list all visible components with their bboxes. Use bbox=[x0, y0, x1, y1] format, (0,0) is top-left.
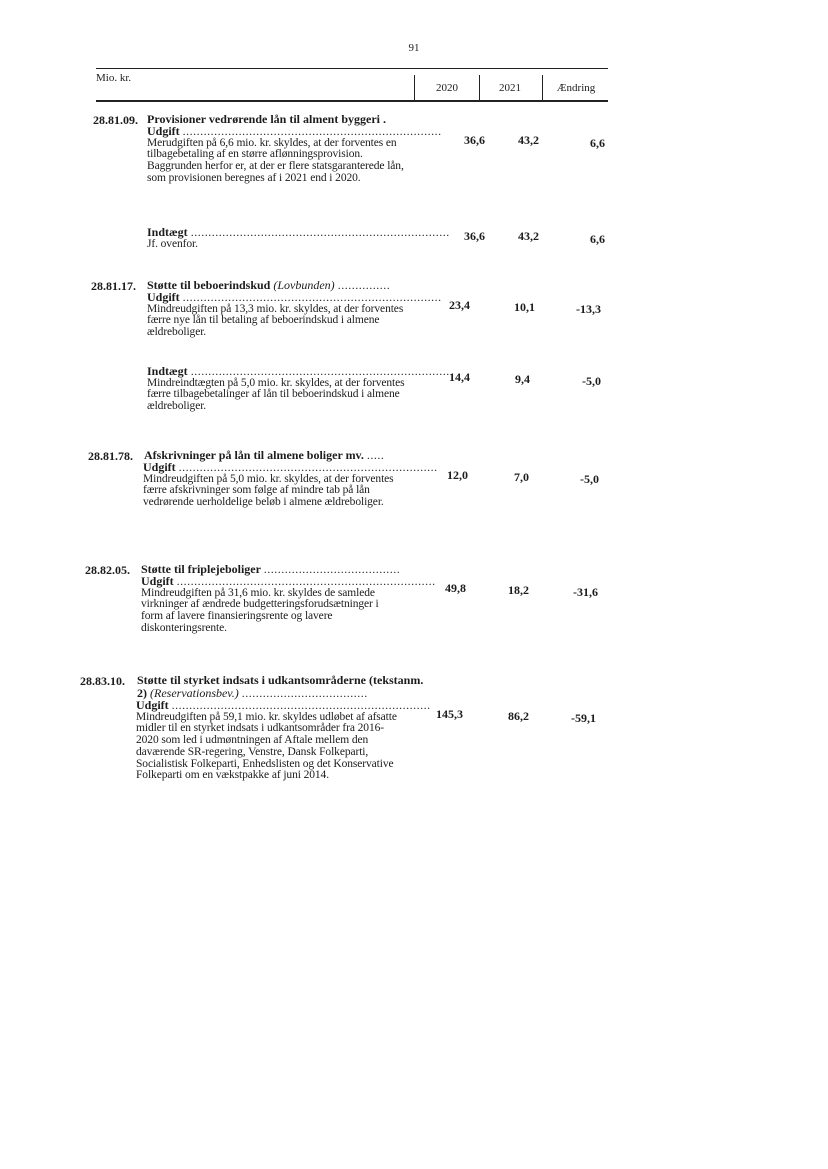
expense-row bbox=[147, 124, 442, 185]
row-label: Udgift .......................................................................... bbox=[147, 124, 442, 138]
row-description: Mindreindtægten på 5,0 mio. kr. skyldes, at der forventes færre tilbagebetalinger af lån til beboerindskud i almene ældreboliger. bbox=[147, 376, 405, 413]
row-description: Mindreudgiften på 31,6 mio. kr. skyldes de samlede virkninger af ændrede budgetteringsforudsætninger i form af lavere finansieringsrente og lavere diskonteringsrente. bbox=[141, 586, 379, 634]
value-change: -31,6 bbox=[573, 585, 598, 599]
income-row bbox=[147, 364, 450, 413]
income-row bbox=[147, 225, 450, 250]
row-description: Mindreudgiften på 5,0 mio. kr. skyldes, at der forventes færre afskrivninger som følge af mindre tab på lån vedrørende uerholdelige beløb i almene ældreboliger. bbox=[143, 472, 394, 509]
entry-title: Støtte til friplejeboliger ....................................... bbox=[141, 562, 401, 576]
value-2021: 43,2 bbox=[518, 229, 539, 243]
expense-row bbox=[143, 460, 438, 509]
value-2020: 145,3 bbox=[436, 707, 463, 721]
account-number: 28.81.17. bbox=[91, 279, 136, 293]
value-2020: 14,4 bbox=[449, 370, 470, 384]
expense-row bbox=[141, 574, 436, 635]
expense-row bbox=[147, 290, 442, 339]
row-label: Indtægt .......................................................................... bbox=[147, 364, 450, 378]
value-2021: 43,2 bbox=[518, 133, 539, 147]
row-label: Udgift .......................................................................... bbox=[136, 698, 431, 712]
entry-title: Afskrivninger på lån til almene boliger mv. ..... bbox=[144, 448, 385, 462]
value-2020: 36,6 bbox=[464, 133, 485, 147]
value-2020: 49,8 bbox=[445, 581, 466, 595]
value-2021: 7,0 bbox=[514, 470, 529, 484]
column-header-2020: 2020 bbox=[414, 75, 480, 101]
entry-title: Støtte til beboerindskud (Lovbunden) ............... bbox=[147, 278, 391, 292]
row-description: Merudgiften på 6,6 mio. kr. skyldes, at der forventes en tilbagebetaling af en større aflønningsprovision. Baggrunden herfor er, at der er flere statsgaranterede lån, som provisionen beregnes af i 2021 end i 2020. bbox=[147, 136, 404, 184]
value-change: -5,0 bbox=[582, 374, 601, 388]
value-2021: 10,1 bbox=[514, 300, 535, 314]
value-change: -13,3 bbox=[576, 302, 601, 316]
header-rule-top bbox=[96, 68, 608, 69]
value-2021: 18,2 bbox=[508, 583, 529, 597]
value-2020: 23,4 bbox=[449, 298, 470, 312]
column-header-2021: 2021 bbox=[478, 75, 543, 101]
row-label: Udgift .......................................................................... bbox=[141, 574, 436, 588]
value-change: -59,1 bbox=[571, 711, 596, 725]
unit-label: Mio. kr. bbox=[96, 72, 132, 84]
value-2021: 86,2 bbox=[508, 709, 529, 723]
entry-title: Provisioner vedrørende lån til alment byggeri . bbox=[147, 112, 386, 126]
row-label: Udgift .......................................................................... bbox=[143, 460, 438, 474]
account-number: 28.81.09. bbox=[93, 113, 138, 127]
value-change: 6,6 bbox=[590, 232, 605, 246]
account-number: 28.81.78. bbox=[88, 449, 133, 463]
entry-title: Støtte til styrket indsats i udkantsområderne (tekstanm. 2) (Reservationsbev.) .................................... bbox=[137, 673, 424, 700]
row-label: Udgift .......................................................................... bbox=[147, 290, 442, 304]
value-2020: 36,6 bbox=[464, 229, 485, 243]
account-number: 28.83.10. bbox=[80, 674, 125, 688]
account-number: 28.82.05. bbox=[85, 563, 130, 577]
row-description: Mindreudgiften på 13,3 mio. kr. skyldes, at der forventes færre nye lån til betaling af beboerindskud i almene ældreboliger. bbox=[147, 302, 404, 339]
value-change: -5,0 bbox=[580, 472, 599, 486]
page-number: 91 bbox=[408, 42, 420, 54]
row-description: Mindreudgiften på 59,1 mio. kr. skyldes udløbet af afsatte midler til en styrket indsats i udkantsområder fra 2016-2020 som led i udmøntningen af Aftale mellem den daværende SR-regering, Venstre, Dansk Folkeparti, Socialistisk Folkeparti, Enhedslisten og det Konservative Folkeparti om en vækstpakke af juni 2014. bbox=[136, 710, 397, 782]
row-label: Indtægt .......................................................................... bbox=[147, 225, 450, 239]
expense-row bbox=[136, 698, 431, 782]
value-2021: 9,4 bbox=[515, 372, 530, 386]
value-2020: 12,0 bbox=[447, 468, 468, 482]
column-header-change: Ændring bbox=[556, 82, 596, 94]
header-rule-bottom bbox=[96, 100, 608, 102]
row-description: Jf. ovenfor. bbox=[147, 237, 198, 250]
value-change: 6,6 bbox=[590, 136, 605, 150]
